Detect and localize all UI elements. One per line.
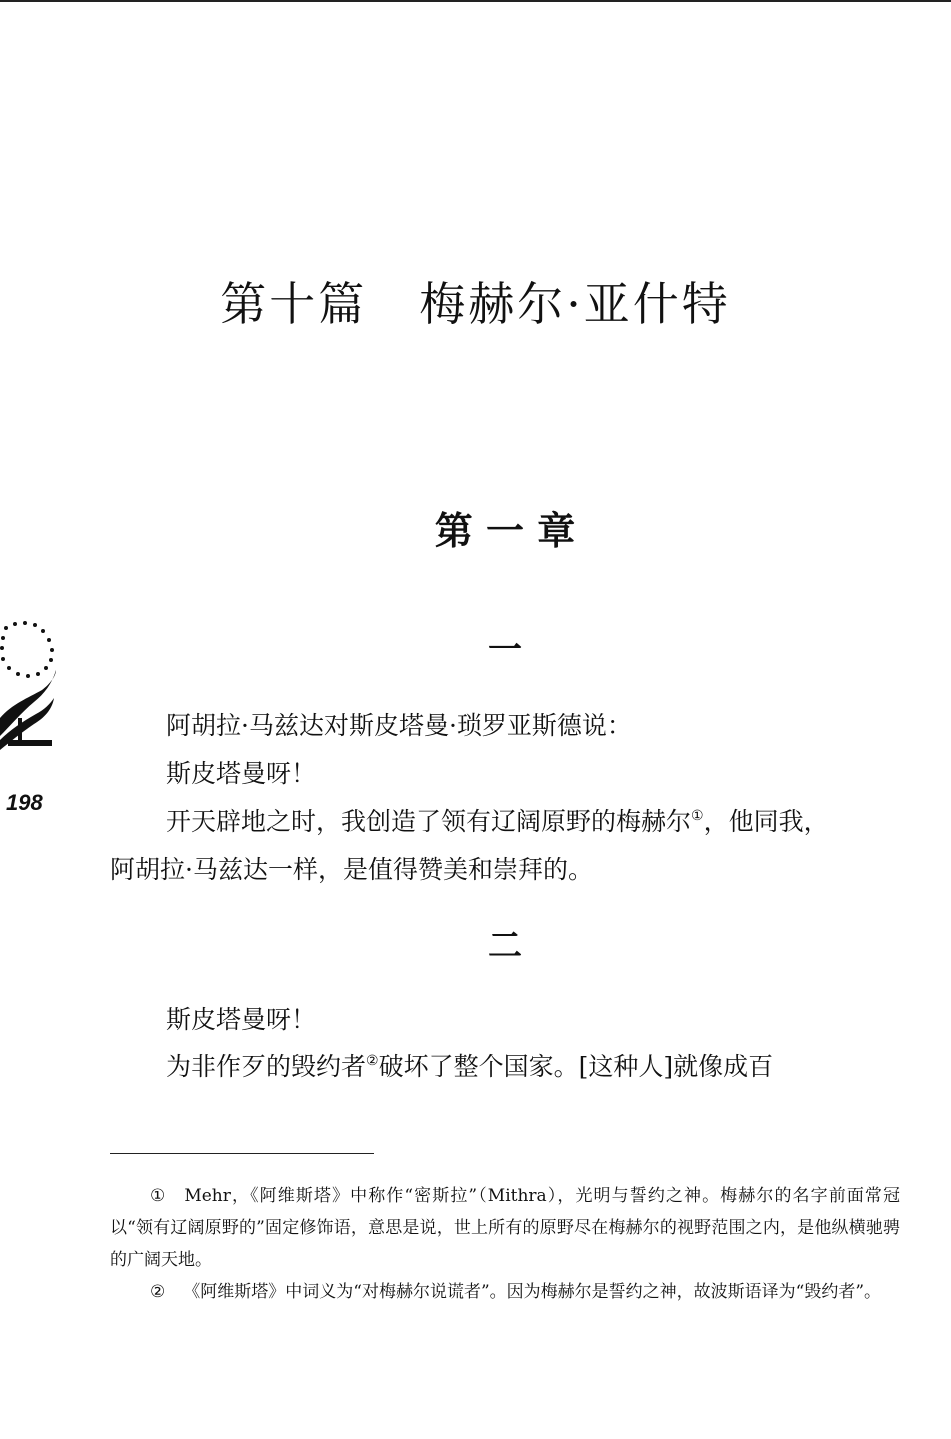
footnote-ref-1[interactable]: ① xyxy=(691,808,704,824)
footnote-1 xyxy=(110,1180,900,1276)
footnote-mark: ② xyxy=(150,1282,166,1302)
part-number: 第十篇 xyxy=(220,277,368,331)
top-border-rule xyxy=(0,0,951,2)
section-number-1: 一 xyxy=(488,630,522,670)
paragraph-text: 开天辟地之时，我创造了领有辽阔原野的梅赫尔 xyxy=(166,807,692,836)
footnote-2 xyxy=(110,1276,900,1308)
footnote-mark: ① xyxy=(150,1186,167,1206)
chapter-title: 第 一 章 xyxy=(434,508,576,553)
footnotes xyxy=(110,1180,900,1308)
page-number: 198 xyxy=(6,790,43,815)
paragraph-text: 斯皮塔曼呀！ xyxy=(166,1005,317,1034)
paragraph xyxy=(110,750,900,798)
paragraph-text: 斯皮塔曼呀！ xyxy=(166,759,317,788)
footnote-text: 《阿维斯塔》中词义为“对梅赫尔说谎者”。因为梅赫尔是誓约之神，故波斯语译为“毁约者”。 xyxy=(183,1282,882,1302)
paragraph-text: ，他同我， xyxy=(703,807,829,836)
paragraph xyxy=(110,702,900,750)
paragraph-text: 为非作歹的毁约者 xyxy=(166,1052,367,1081)
page-ornament-icon xyxy=(0,618,60,758)
paragraph-text: 阿胡拉·马兹达对斯皮塔曼·琐罗亚斯德说： xyxy=(166,711,632,740)
footnote-divider xyxy=(110,1153,374,1154)
section-number-2: 二 xyxy=(488,926,522,966)
paragraph-text: 破坏了整个国家。[这种人]就像成百 xyxy=(378,1052,774,1081)
part-title xyxy=(0,268,951,334)
paragraph xyxy=(110,996,900,1044)
paragraph xyxy=(110,798,900,894)
footnote-text: Mehr，《阿维斯塔》中称作“密斯拉”（Mithra），光明与誓约之神。梅赫尔的名字前面常冠以“领有辽阔原野的”固定修饰语，意思是说，世上所有的原野尽在梅赫尔的视野范围之内，是他纵横驰骋的广阔天地。 xyxy=(110,1186,900,1270)
part-name: 梅赫尔·亚什特 xyxy=(419,277,731,331)
paragraph-text: 阿胡拉·马兹达一样，是值得赞美和崇拜的。 xyxy=(110,855,593,884)
paragraph xyxy=(110,1043,900,1091)
footnote-ref-2[interactable]: ② xyxy=(366,1053,379,1069)
